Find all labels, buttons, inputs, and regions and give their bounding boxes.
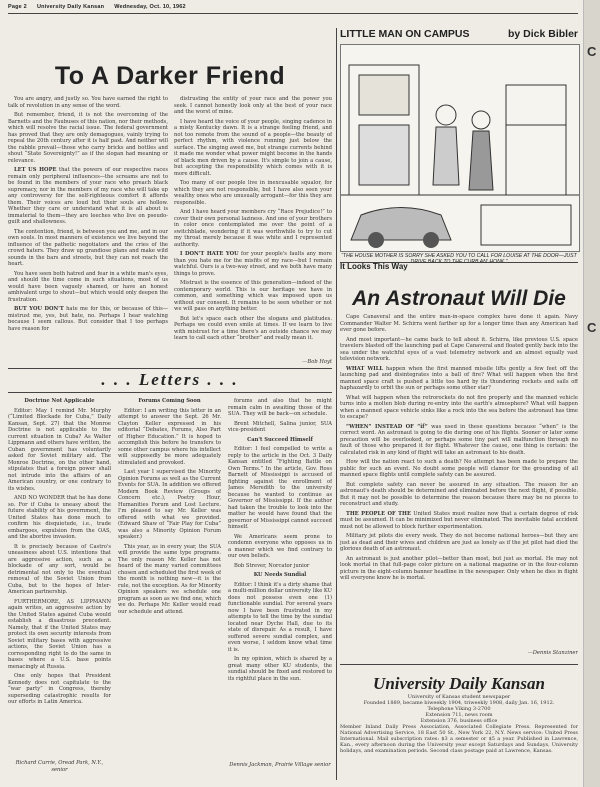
paragraph-text: And I have heard your members cry “Race Prejudice!” to cover their own personal laziness. And one of your brothers in color once contemplated me over the point of a switchblade, wondering if it was worthwhile to try to cut my throat merely because it was white and I represented authority. xyxy=(174,209,332,248)
paragraph xyxy=(228,656,332,682)
paragraph xyxy=(8,495,111,541)
paragraph xyxy=(8,599,111,671)
paragraph-text: Editor: I think it's a dirty shame that a multi-million dollar university like KU does not possess even one (1) functionable sundial. For several years now I have been frustrated in my attempts to tell the time by the sundial located near Dyche Hall, due to its state of disrepair. As a result, I have suffered severe sundial complex, and even worse, I seldom know what time it is. xyxy=(228,581,332,653)
paragraph-text: But complete safety can never be assured in any situation. The reason for an astronaut's death should be determined and eliminated before the next flight, if possible. But it may not be possible to determine the reason because there may be no pieces to reconstruct and study. xyxy=(340,481,578,507)
astro-body xyxy=(340,314,578,648)
masthead-ext-business: Extension 376, business office xyxy=(420,718,498,724)
edge-letter-mid: C xyxy=(587,320,597,335)
letter-heading: KU Needs Sundial xyxy=(253,572,307,578)
paragraph-text: Too many of our people live in inexcusable squalor, for which they are not responsible, but I have also seen your wealthy ones who are unusually arrogant—for this they are responsible. xyxy=(174,180,332,206)
cartoon-caption: “THE HOUSE MOTHER IS SORRY SHE ASKED YOU TO CALL FOR LOUISE AT THE DOOR—JUST xyxy=(341,253,577,259)
paragraph-lead: “WHEN” INSTEAD OF “if” xyxy=(346,423,428,430)
paragraph-text: for your people's faults any more than you hate me for the misfits of my race—but I remain watchful. Ours is a two-way street, and we both have many things to prove. xyxy=(174,251,332,277)
paragraph xyxy=(118,544,221,616)
letters-rule-top xyxy=(8,368,332,369)
letters-column-1 xyxy=(8,398,111,758)
paragraph xyxy=(8,544,111,596)
paragraph xyxy=(8,271,168,304)
paragraph xyxy=(174,119,332,178)
letters-column-3 xyxy=(228,398,332,760)
paragraph-text: Mistrust is the essence of this generation—indeed of the contemporary world. This is our heritage we have in common, and something which was imposed upon us without our consent. It remains to be seen whether or not we will pass on anything better. xyxy=(174,280,332,312)
paragraph xyxy=(340,511,578,531)
paragraph-text: was used in these questions because “when” is the correct word. An astronaut is going to die during one of his flights. Sooner or later some precaution will be overlooked, or perhaps some tiny part will malfunction through no fault of those who prepared it for flight. Whatever the cause, one thing is certain: the calculated risk in any kind of flight will take an astronaut to his death. xyxy=(340,423,578,456)
paragraph-text: happen when the first manned missile lifts gently a few feet off the launching pad and disintegrates into a ball of fire? What will happen when the first manned space craft is pushed a little too hard by its thundering rockets and sails off haphazardly to orbit the sun or perhaps some other star? xyxy=(340,365,578,391)
paragraph xyxy=(118,408,221,467)
paragraph xyxy=(228,582,332,654)
paragraph-text: FURTHERMORE, AS LIPPMANN again writes, an aggressive action by the United States against Cuba would establish a disastrous precedent. Namely, that if the United States may protect its own security interests from Soviet military bases with aggressive actions, the Soviet Union has a corresponding right to do the same in bases where a U.S. base points menacingly at Russia. xyxy=(8,598,111,670)
paragraph xyxy=(340,424,578,457)
paragraph-text: This year, as in every year, the SUA will provide the same type programs. The only reason Mr. Keller has not heard of the many varied committees chosen and scheduled the first week of the month is nothing new—it is the rule, not the exception. As for Minority Opinion speakers we schedule one program as soon as we find one, which we do. Perhaps Mr. Keller would read our schedule and attend. xyxy=(118,543,221,615)
editorial-title: To A Darker Friend xyxy=(54,62,286,90)
paragraph-lead: LET US HOPE xyxy=(14,167,57,173)
paragraph-lead: WHAT WILL xyxy=(346,365,383,372)
paragraph-text: Military jet pilots die every week. They do not become national heroes—but they are just as dead and their wives and children are just as lonely as if the jet pilot had died the glorious death of an astronaut. xyxy=(340,533,578,552)
paragraph xyxy=(228,446,332,531)
paragraph-text: I have heard the voice of your people, singing cadence in a misty Kentucky dawn. It is a strange feeling friend, and not too remote from the sound of a people—the beauty of perfect rhythm, with violence running just below the surface. The singing awed me, but strange currents behind it made me wonder what power might become in the hands of black men driven by a cause. It's simple to join a cause, but accepting the responsibility which comes with it is more difficult. xyxy=(174,118,332,177)
masthead-tagline: University of Kansas student newspaper xyxy=(407,694,511,700)
paragraph xyxy=(8,408,111,493)
paragraph xyxy=(228,563,332,570)
paragraph-text: Last year I supervised the Minority Opinion Forums as well as the Current Events for SUA. In addition we offered Modern Book Review (Groups of Concern etc.), Poetry Hour, Humanities Forum and Lost Lecture. I'm pleased to say Mr. Keller was offered with what we provided. (Edward Shaw of “Fair Play for Cuba” was also a Minority Opinion Forum speaker.) xyxy=(118,469,221,540)
paragraph-text: And most important—he came back to tell about it. Schirra, like previous U.S. space travelers blasted off the launching pad at Cape Canaveral and floated gently back into the sea under the watchful eyes of a vast telemetry network and an almost equally vast television network. xyxy=(340,336,578,362)
paragraph xyxy=(8,112,168,164)
letters-banner: . . . Letters . . . xyxy=(101,370,239,389)
paragraph-text: Bob Strever, Norcator junior xyxy=(234,562,310,569)
edge-letter-top: C xyxy=(587,44,597,59)
astro-kicker: It Looks This Way xyxy=(340,262,408,271)
paragraph xyxy=(8,96,168,109)
editorial-column-2 xyxy=(174,96,332,358)
paragraph xyxy=(340,556,578,582)
paragraph-text: It is precisely because of Castro's uneasiness about U.S. intentions that are aggressive action, such as a blockade of any sort, would be detrimental not only to the eventual removal of the Soviet Union from Cuba, but to the hopes of Inter-American partnership. xyxy=(8,543,111,595)
editorial-signature: —Bob Hoyt xyxy=(302,359,332,365)
header-rule xyxy=(8,13,578,14)
letters-col3-signature: Dennis Jackman, Prairie Village senior xyxy=(229,762,331,768)
paragraph xyxy=(228,398,332,418)
letter-heading: Can't Succeed Himself xyxy=(247,436,313,443)
letters-rule-bottom xyxy=(8,392,332,393)
paragraph xyxy=(340,314,578,334)
paragraph-text: But remember, friend, it is not the overcoming of the Barnetts and the Faubuses of this nation, nor their methods, which will resolve the racial issue. The federal government has proved that they are only demagogues, vainly trying to repeal the 20th century after it is half past. And neither will the rabble prevail—those who carry bricks and bottles and shout “State Sovereignty!” as if the slogan had meaning or relevance. xyxy=(8,112,168,164)
paragraph-text: AND NO WONDER that he has done so. For if Cuba is uneasy about the future stability of his government, the United States has done much to confirm his disquietude, i.e., trade embargoes, expulsion from the OAS, and the abortive invasion. xyxy=(8,495,111,540)
paragraph-lead: THE PEOPLE OF THE xyxy=(346,510,411,517)
paragraph-text: that the powers of our respective races remain only peripheral influences—the screams are not to be found in the members of your race who preach black supremacy, nor in the members of my race who will take up any controversy for the self-righteous comfort it affords them. Their voices are loud but their souls are hollow. Whether they care or understand what it is all about is immaterial to them—they are leeches who live on pseudo-guilt and shallowness. xyxy=(8,167,168,225)
paragraph-text: What will happen when the retrorockets do not fire properly and the manned vehicle turns into a molten blob during re-entry into the earth's atmosphere? What will happen when a manned space vehicle sinks like a rock into the sea before the astronaut has time to escape? xyxy=(340,394,578,420)
letter-heading: Forums Coming Soon xyxy=(138,398,201,404)
paragraph xyxy=(174,180,332,206)
paragraph-text: distrusting the entity of your race and the power you seek. I cannot honestly look only at the best of your race and the worst of mine. xyxy=(174,96,332,115)
paragraph-text: You have seen both hatred and fear in a white man's eyes, and should the time come in such situations, most of us would have been vaguely shamed, or have an honest ambivalent urge to shout—but which would only deepen the frustration. xyxy=(8,270,168,303)
paragraph-text: hate me for this, or because of this—mistrust me, yes, but hate, no. Perhaps I hear watching because I seem callous. But consider that I too perhaps have reason for xyxy=(8,306,168,332)
paragraph-text: Editor: I am writing this letter in an attempt to answer the Sept. 26 Mr. Clayton Keller expressed in his editorial “Debates, Forums, Also Part of Higher Education.” It is hoped to accomplish this before he transfers to some other campus where his intellect will supposedly be more adequately stimulated and provoked. xyxy=(118,407,221,466)
page-number: Page 2 xyxy=(8,4,27,10)
column-divider xyxy=(336,28,337,780)
paragraph-lead: I DON'T HATE YOU xyxy=(180,251,239,257)
paragraph-text: But let's space each other the slogans and platitudes. Perhaps we could even smile at times. If we learn to live with mistrust for a time there's an outside chance we may learn to call each other “brother” and really mean it. xyxy=(174,315,332,341)
paragraph xyxy=(340,482,578,508)
letters-column-2 xyxy=(118,398,221,780)
paragraph xyxy=(8,673,111,706)
masthead-ext-news: Extension 711, news room xyxy=(425,712,493,718)
paragraph-text: An astronaut is just another pilot—better than most, but just as mortal. He may not look mortal in that full-page color picture on a national magazine or in the four-column picture in the eight-column banner headline in the newspaper. Only when he dies in flight will everyone know he is mortal. xyxy=(340,555,578,581)
paragraph-lead: BUT YOU DON'T xyxy=(14,306,64,312)
paragraph-text: In my opinion, which is shared by a great many other KU students, the sundial should be fixed and restored to its rightful place in the sun. xyxy=(228,656,332,682)
paragraph xyxy=(8,167,168,226)
paragraph-text: forums and also that he might remain calm in awaiting those of the SUA. They will be back—on schedule. xyxy=(228,398,332,417)
paragraph xyxy=(174,280,332,313)
paragraph-text: Brent Mitchell, Salina junior, SUA vice-president xyxy=(228,420,332,433)
paragraph xyxy=(228,534,332,560)
paragraph xyxy=(174,251,332,277)
paragraph xyxy=(228,421,332,434)
paragraph xyxy=(174,209,332,248)
masthead-phone: Telephone Viking 3-2700 xyxy=(427,706,491,712)
cartoon-byline: by Dick Bibler xyxy=(507,28,578,40)
paragraph xyxy=(118,469,221,541)
masthead-logo: University Daily Kansan xyxy=(373,674,545,693)
paragraph xyxy=(340,533,578,553)
paragraph xyxy=(174,316,332,342)
paragraph-text: Cape Canaveral and the entire man-in-space complex have done it again. Navy Commander Walter M. Schirra went farther up for a longer time than any American had ever gone before. xyxy=(340,314,578,333)
astro-title: An Astronaut Will Die xyxy=(352,287,566,310)
cartoon-drawing xyxy=(341,45,579,251)
masthead xyxy=(340,674,578,754)
issue-date: Wednesday, Oct. 10, 1962 xyxy=(114,4,186,10)
paragraph xyxy=(8,306,168,332)
editorial-column-1 xyxy=(8,96,168,358)
cartoon-header xyxy=(340,28,578,40)
paragraph-text: United States must realize now that a certain degree of risk must be assumed. It can be minimized but never eliminated. The inevitable fatal accident must not be allowed to block further experimentation. xyxy=(340,510,578,530)
letter-heading: Doctrine Not Applicable xyxy=(24,398,95,404)
masthead-founded: Founded 1889, became biweekly 1904, triweekly 1908, daily Jan. 16, 1912. xyxy=(363,700,555,706)
paragraph-text: One only hopes that President Kennedy does not capitulate to the “war party” in Congress, thereby superseding catastrophic results for our efforts in Latin America. xyxy=(8,673,111,705)
paper-name: University Daily Kansan xyxy=(36,4,105,10)
masthead-rule xyxy=(340,664,578,665)
page-header xyxy=(8,4,328,10)
masthead-member: Member Inland Daily Press Association, Associated Collegiate Press. Represented for National Advertising Service, 18 East 50 St., New York 22, N.Y. News service: United Press International. Mail subscription rates: $3 a semester or $5 a year. Published in Lawrence, Kan., every afternoon during the University year except Saturdays and Sundays, University holidays, and examination periods. Second class postage paid at Lawrence, Kansas. xyxy=(340,724,578,754)
paragraph xyxy=(340,395,578,421)
letters-col1-signature: Richard Currie, Oread Park, N.Y., senior xyxy=(15,760,104,773)
paragraph-text: We Americans seem prone to condemn everyone who opposes us in a manner which we find contrary to our own beliefs. xyxy=(228,533,332,559)
paragraph-text: Editor: I feel compelled to write a reply to the article in the Oct. 3 Daily Kansan entitled “Fighting Battle on Own Terms.” In the article, Gov. Ross Barnett of Mississippi is accused of fighting against the enrollment of James Meredith to the university because he wanted to continue as Governor of Mississippi. If the author had taken the trouble to look into the matter he would have found that the governor of Mississippi cannot succeed himself. xyxy=(228,446,332,530)
cartoon-illustration xyxy=(340,44,580,252)
paragraph-text: Editor: May I remind Mr. Murphy (“Limited Blockade for Cuba,” Daily Kansan, Sept. 27) that the Monroe Doctrine is not applicable to the current situation in Cuba? As Walter Lippmann and others have written, the Cuban government has voluntarily asked for Soviet military aid. The Monroe Doctrine, on the other hand, stipulates that a foreign power shall not intrude into the affairs of an American country, or one contrary to its wishes. xyxy=(8,407,111,492)
astro-signature: —Dennis Stanziner xyxy=(527,650,578,656)
paragraph xyxy=(340,366,578,392)
paragraph-text: How will the nation react to such a death? No attempt has been made to prepare the public for such an event. No doubt some people will clamor for the grounding of all manned space flights until complete safety can be assured. xyxy=(340,459,578,478)
cartoon-title: LITTLE MAN ON CAMPUS xyxy=(340,28,470,40)
paragraph-text: The contention, friend, is between you and me, and in our own souls. In most manners of existence we live beyond the influence of the pathetic negotiators and the cries of the crowd haters. They draw up grandiose plans and make wild sounds in the bars and streets, but they can not reach the heart. xyxy=(8,228,168,267)
paragraph xyxy=(340,459,578,479)
paragraph xyxy=(340,337,578,363)
paragraph xyxy=(8,229,168,268)
paragraph-text: You are angry, and justly so. You have earned the right to talk of revolution in any sense of the word. xyxy=(8,96,168,109)
adjacent-page-edge xyxy=(583,0,600,787)
paragraph xyxy=(174,96,332,116)
